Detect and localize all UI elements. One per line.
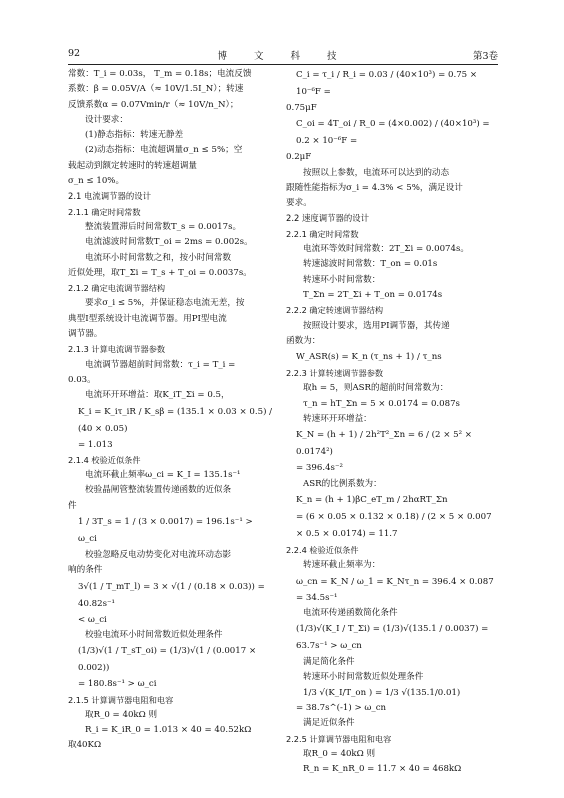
volume-label: 第3卷 bbox=[472, 51, 498, 62]
text-line: 2.1.5 计算调节器电阻和电容 bbox=[68, 694, 174, 705]
text-line: W_ASR(s) = K_n (τ_ns + 1) / τ_ns bbox=[296, 352, 442, 363]
text-line: ASR的比例系数为： bbox=[303, 478, 382, 489]
text-line: (1/3)√(K_I / T_Σi) = (1/3)√(135.1 / 0.0037) = 63.7s⁻¹ > ω_cn bbox=[296, 624, 489, 652]
text-line: 要求σ_i ≤ 5%，并保证稳态电流无差，按 bbox=[85, 298, 245, 309]
text-line: = (6 × 0.05 × 0.132 × 0.18) / (2 × 5 × 0.007 × 0.5 × 0.0174) = 11.7 bbox=[296, 511, 492, 539]
text-line: 响的条件 bbox=[68, 565, 103, 576]
text-line: 电流环小时间常数之和，按小时间常数 bbox=[85, 252, 232, 263]
text-line: = 1.013 bbox=[78, 439, 113, 450]
text-line: 1 / 3T_s = 1 / (3 × 0.0017) = 196.1s⁻¹ > ω_ci bbox=[78, 517, 253, 545]
text-line: (2)动态指标：电流超调量σ_n ≤ 5%；空 bbox=[85, 145, 243, 156]
text-line: 校验电流环小时间常数近似处理条件 bbox=[85, 629, 223, 640]
text-line: 按照设计要求，选用PI调节器，其传递 bbox=[303, 320, 450, 331]
text-line: (1/3)√(1 / T_sT_oi) = (1/3)√(1 / (0.0017 × 0.002)) bbox=[78, 646, 257, 674]
text-line: 电流调节器超前时间常数：τ_i = T_i = bbox=[85, 359, 236, 370]
text-line: C_i = τ_i / R_i = 0.03 / (40×10³) = 0.75 × 10⁻⁶F = bbox=[296, 70, 478, 97]
text-line: K_N = (h + 1) / 2h²T²_Σn = 6 / (2 × 5² × 0.0174²) bbox=[296, 430, 472, 458]
text-line: 调节器。 bbox=[68, 329, 103, 340]
text-line: 转速环小时间常数近似处理条件 bbox=[303, 672, 424, 683]
text-line: 2.2 速度调节器的设计 bbox=[286, 213, 369, 224]
text-line: 反馈系数α = 0.07Vmin/r（≈ 10V/n_N）； bbox=[68, 99, 239, 110]
text-line: 2.2.5 计算调节器电阻和电容 bbox=[286, 733, 392, 744]
text-line: 满足简化条件 bbox=[303, 657, 355, 668]
text-line: 函数为： bbox=[286, 335, 321, 346]
text-line: 取R_0 = 40kΩ 则 bbox=[303, 748, 376, 759]
text-line: T_Σn = 2T_Σi + T_on = 0.0174s bbox=[303, 289, 443, 300]
text-line: = 34.5s⁻¹ bbox=[296, 592, 338, 603]
text-line: τ_n = hT_Σn = 5 × 0.0174 = 0.087s bbox=[303, 398, 460, 409]
text-line: 件 bbox=[68, 500, 77, 511]
text-line: C_oi = 4T_oi / R_0 = (4×0.002) / (40×10³) = 0.2 × 10⁻⁶F = bbox=[296, 119, 490, 147]
page-header bbox=[68, 48, 498, 62]
text-line: = 38.7s^(-1) > ω_cn bbox=[296, 703, 387, 714]
text-line: 0.03。 bbox=[68, 374, 96, 385]
text-line: 典型Ⅰ型系统设计电流调节器。用PI型电流 bbox=[68, 313, 227, 324]
text-line: 跟随性能指标为σ_i = 4.3% < 5%，满足设计 bbox=[286, 182, 463, 193]
text-line: 取h = 5，则ASR的超前时间常数为： bbox=[303, 383, 449, 394]
text-line: 转速环截止频率为： bbox=[303, 560, 381, 571]
text-line: 校验忽略反电动势变化对电流环动态影 bbox=[85, 550, 232, 561]
journal-title: 博 文 科 技 bbox=[217, 51, 349, 62]
text-line: σ_n ≤ 10%。 bbox=[68, 176, 125, 187]
text-line: 2.1.3 计算电流调节器参数 bbox=[68, 344, 166, 355]
text-line: K_n = (h + 1)βC_eT_m / 2hαRT_Σn bbox=[296, 494, 448, 505]
text-line: 取40KΩ bbox=[68, 740, 102, 751]
text-line: 校验晶闸管整流装置传递函数的近似条 bbox=[85, 485, 232, 496]
page-number: 92 bbox=[68, 48, 81, 59]
right-column bbox=[286, 67, 498, 778]
text-line: = 396.4s⁻² bbox=[296, 463, 343, 474]
text-line: 电流环截止频率ω_ci = K_I = 135.1s⁻¹ bbox=[85, 470, 241, 481]
text-line: 满足近似条件 bbox=[303, 718, 355, 729]
text-line: 1/3 √(K_I/T_on ) = 1/3 √(135.1/0.01) bbox=[303, 687, 461, 698]
text-line: 0.2μF bbox=[286, 152, 312, 163]
text-line: 取R_0 = 40kΩ 则 bbox=[85, 709, 158, 720]
text-line: 2.1.2 确定电流调节器结构 bbox=[68, 283, 166, 294]
text-line: 2.2.4 检验近似条件 bbox=[286, 544, 359, 555]
text-line: ω_cn = K_N / ω_1 = K_Nτ_n = 396.4 × 0.087 bbox=[296, 576, 494, 587]
text-line: R_i = K_iR_0 = 1.013 × 40 = 40.52kΩ bbox=[85, 725, 252, 736]
left-column bbox=[68, 67, 274, 754]
text-line: 转速环小时间常数： bbox=[303, 274, 381, 285]
text-line: 电流环传递函数简化条件 bbox=[303, 607, 398, 618]
text-line: 常数：T_i = 0.03s， T_m = 0.18s；电流反馈 bbox=[68, 69, 252, 79]
text-line: 转速环开环增益： bbox=[303, 414, 372, 425]
text-line: = 180.8s⁻¹ > ω_ci bbox=[78, 679, 157, 690]
text-line: 2.1 电流调节器的设计 bbox=[68, 191, 151, 202]
text-line: 要求。 bbox=[286, 198, 312, 209]
text-line: 2.2.1 确定时间常数 bbox=[286, 228, 359, 239]
text-line: 3√(1 / T_mT_l) = 3 × √(1 / (0.18 × 0.03)) = 40.82s⁻¹ bbox=[78, 581, 265, 609]
text-line: 近似处理，取T_Σi = T_s + T_oi = 0.0037s。 bbox=[68, 267, 252, 278]
text-line: 2.2.3 计算转速调节器参数 bbox=[286, 368, 384, 379]
text-line: 载起动到额定转速时的转速超调量 bbox=[68, 160, 197, 171]
text-line: 2.2.2 确定转速调节器结构 bbox=[286, 305, 384, 316]
text-line: R_n = K_nR_0 = 11.7 × 40 = 468kΩ bbox=[303, 764, 462, 775]
text-line: (1)静态指标：转速无静差 bbox=[85, 130, 184, 141]
text-line: 系数：β = 0.05V/A（≈ 10V/1.5I_N）；转速 bbox=[68, 84, 244, 95]
text-line: 整流装置滞后时间常数T_s = 0.0017s。 bbox=[85, 221, 242, 232]
header-rule bbox=[68, 64, 498, 65]
text-line: 电流环开环增益：取K_iT_Σi = 0.5， bbox=[85, 390, 230, 401]
text-line: 电流环等效时间常数：2T_Σi = 0.0074s。 bbox=[303, 244, 469, 255]
text-line: < ω_ci bbox=[78, 614, 107, 625]
text-line: K_i = K_iτ_iR / K_sβ = (135.1 × 0.03 × 0.5) / (40 × 0.05) bbox=[78, 406, 273, 434]
text-line: 2.1.1 确定时间常数 bbox=[68, 206, 141, 217]
text-line: 2.1.4 校验近似条件 bbox=[68, 454, 141, 465]
text-line: 设计要求： bbox=[85, 114, 128, 125]
text-line: 0.75μF bbox=[286, 103, 317, 113]
text-line: 按照以上参数，电流环可以达到的动态 bbox=[303, 167, 450, 178]
text-line: 转速滤波时间常数：T_on = 0.01s bbox=[303, 259, 438, 270]
text-line: 电流滤波时间常数T_oi = 2ms = 0.002s。 bbox=[85, 237, 253, 248]
